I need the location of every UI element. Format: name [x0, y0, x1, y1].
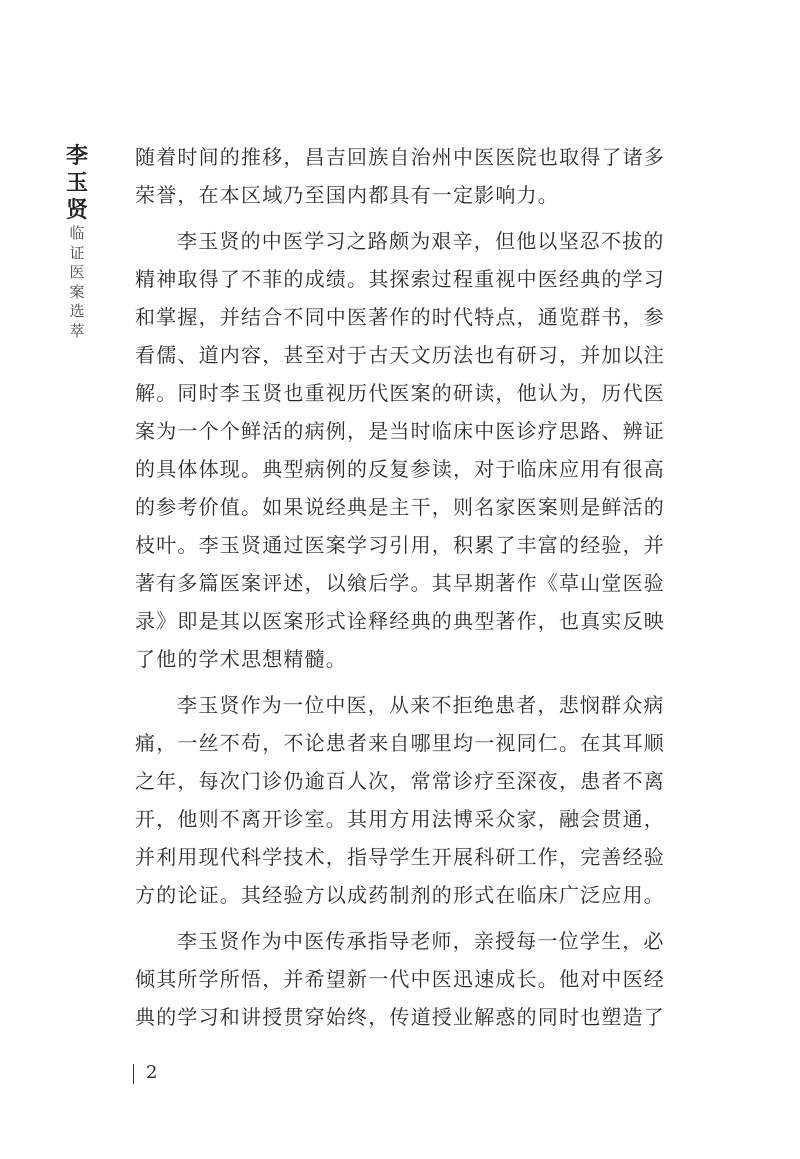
text-line: 之年，每次门诊仍逾百人次，常常诊疗至深夜，患者不离 — [135, 769, 665, 793]
book-author-char: 贤 — [65, 197, 88, 223]
text-line: 解。同时李玉贤也重视历代医案的研读，他认为，历代医 — [135, 381, 665, 405]
text-line: 方的论证。其经验方以成药制剂的形式在临床广泛应用。 — [135, 883, 665, 907]
page-number: 2 — [146, 1062, 158, 1083]
book-subtitle-char: 萃 — [69, 321, 85, 340]
text-line: 典的学习和讲授贯穿始终，传道授业解惑的同时也塑造了 — [135, 1005, 665, 1029]
text-line: 和掌握，并结合不同中医著作的时代特点，通览群书，参 — [135, 305, 665, 329]
text-line: 了他的学术思想精髓。 — [135, 647, 347, 671]
text-line: 看儒、道内容，甚至对于古天文历法也有研习，并加以注 — [135, 343, 665, 367]
book-subtitle-char: 选 — [69, 302, 85, 320]
text-line: 的参考价值。如果说经典是主干，则名家医案则是鲜活的 — [135, 495, 665, 519]
text-line: 李玉贤作为中医传承指导老师，亲授每一位学生，必 — [177, 929, 665, 953]
book-subtitle-char: 证 — [69, 243, 85, 262]
text-line: 痛，一丝不苟，不论患者来自哪里均一视同仁。在其耳顺 — [135, 731, 665, 755]
book-subtitle-char: 案 — [69, 282, 85, 301]
text-line: 李玉贤作为一位中医，从来不拒绝患者，悲悯群众病 — [177, 693, 665, 717]
book-subtitle-char: 临 — [69, 224, 85, 242]
text-line: 倾其所学所悟，并希望新一代中医迅速成长。他对中医经 — [135, 967, 665, 991]
text-line: 李玉贤的中医学习之路颇为艰辛，但他以坚忍不拔的 — [177, 229, 665, 253]
text-line: 案为一个个鲜活的病例，是当时临床中医诊疗思路、辨证 — [135, 419, 665, 443]
book-subtitle-char: 医 — [69, 263, 85, 281]
body-text — [135, 138, 675, 1036]
text-line: 枝叶。李玉贤通过医案学习引用，积累了丰富的经验，并 — [135, 533, 665, 557]
text-line: 随着时间的推移，昌吉回族自治州中医医院也取得了诸多 — [135, 145, 665, 169]
running-header-vertical — [62, 143, 92, 341]
text-line: 开，他则不离开诊室。其用方用法博采众家，融会贯通， — [135, 807, 665, 831]
text-line: 精神取得了不菲的成绩。其探索过程重视中医经典的学习 — [135, 267, 665, 291]
text-line: 并利用现代科学技术，指导学生开展科研工作，完善经验 — [135, 845, 665, 869]
book-author-char: 李 — [65, 143, 88, 169]
text-line: 录》即是其以医案形式诠释经典的典型著作，也真实反映 — [135, 609, 665, 633]
book-author-char: 玉 — [65, 170, 88, 196]
text-line: 荣誉，在本区域乃至国内都具有一定影响力。 — [135, 183, 559, 207]
text-line: 的具体体现。典型病例的反复参读，对于临床应用有很高 — [135, 457, 665, 481]
footer-divider — [133, 1064, 134, 1084]
text-line: 著有多篇医案评述，以飨后学。其早期著作《草山堂医验 — [135, 571, 665, 595]
